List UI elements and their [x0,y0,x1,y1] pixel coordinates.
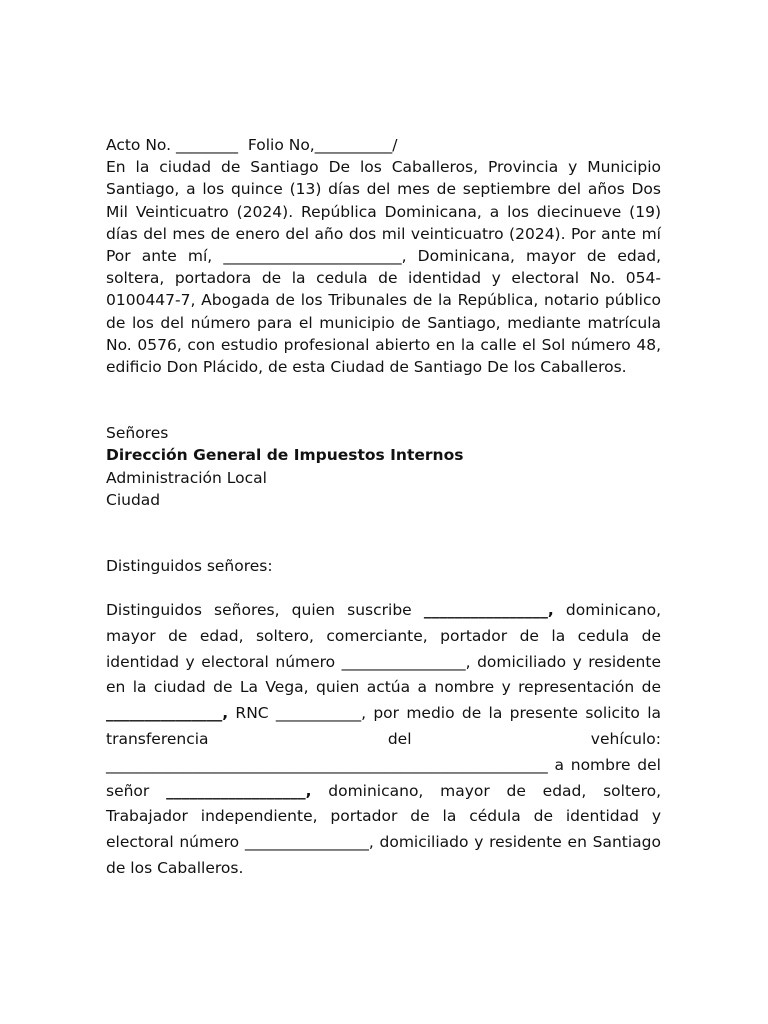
request-paragraph [106,598,661,882]
body-text-4: dominicano, mayor de edad, soltero, Trabajador independiente, portador de la cédula de identidad y electoral número ________________, domiciliado y residente en Santiago de los Caballeros. [106,781,662,878]
signer-name-blank: ________________, [423,601,554,620]
city-line: Ciudad [106,490,161,509]
intro-paragraph: En la ciudad de Santiago De los Caballeros, Provincia y Municipio Santiago, a los quince (13) días del mes de septiembre del años Dos Mil Veinticuatro (2024). República Dominicana, a los diecinueve (19) días del mes de enero del año dos mil veinticuatro (2024). Por ante mí Por ante mí, _______________________, Dominicana, mayor de edad, soltera, portadora de la cedula de identidad y electoral No. 054-0100447-7, Abogada de los Tribunales de la República, notario público de los del número para el municipio de Santiago, mediante matrícula No. 0576, con estudio profesional abierto en la calle el Sol número 48, edificio Don Plácido, de esta Ciudad de Santiago De los Caballeros. [106,158,661,377]
acto-folio-line: Acto No. ________ Folio No,__________/ [106,136,398,154]
recipient-block [106,422,661,511]
recipient-name-blank: __________________, [166,781,312,800]
salutation: Señores [106,424,169,443]
body-text-2: dominicano, mayor de edad, soltero, comerciante, portador de la cedula de identidad y electoral número ________________, domiciliado y residente en la ciudad de La Vega, quien actúa a nombre y representación de [106,601,661,697]
body-text-1: Distinguidos señores, quien suscribe [106,601,424,620]
greeting-line: Distinguidos señores: [106,557,273,576]
notarial-header [106,134,661,378]
body-text-3: RNC ___________, por medio de la presente solicito la transferencia del vehículo: _________________________________________________________ a nombre del señor [106,704,661,800]
document-body [106,134,661,882]
office-name: Administración Local [106,468,267,487]
company-name-blank: _______________, [106,704,229,723]
institution-name: Dirección General de Impuestos Internos [106,446,464,465]
